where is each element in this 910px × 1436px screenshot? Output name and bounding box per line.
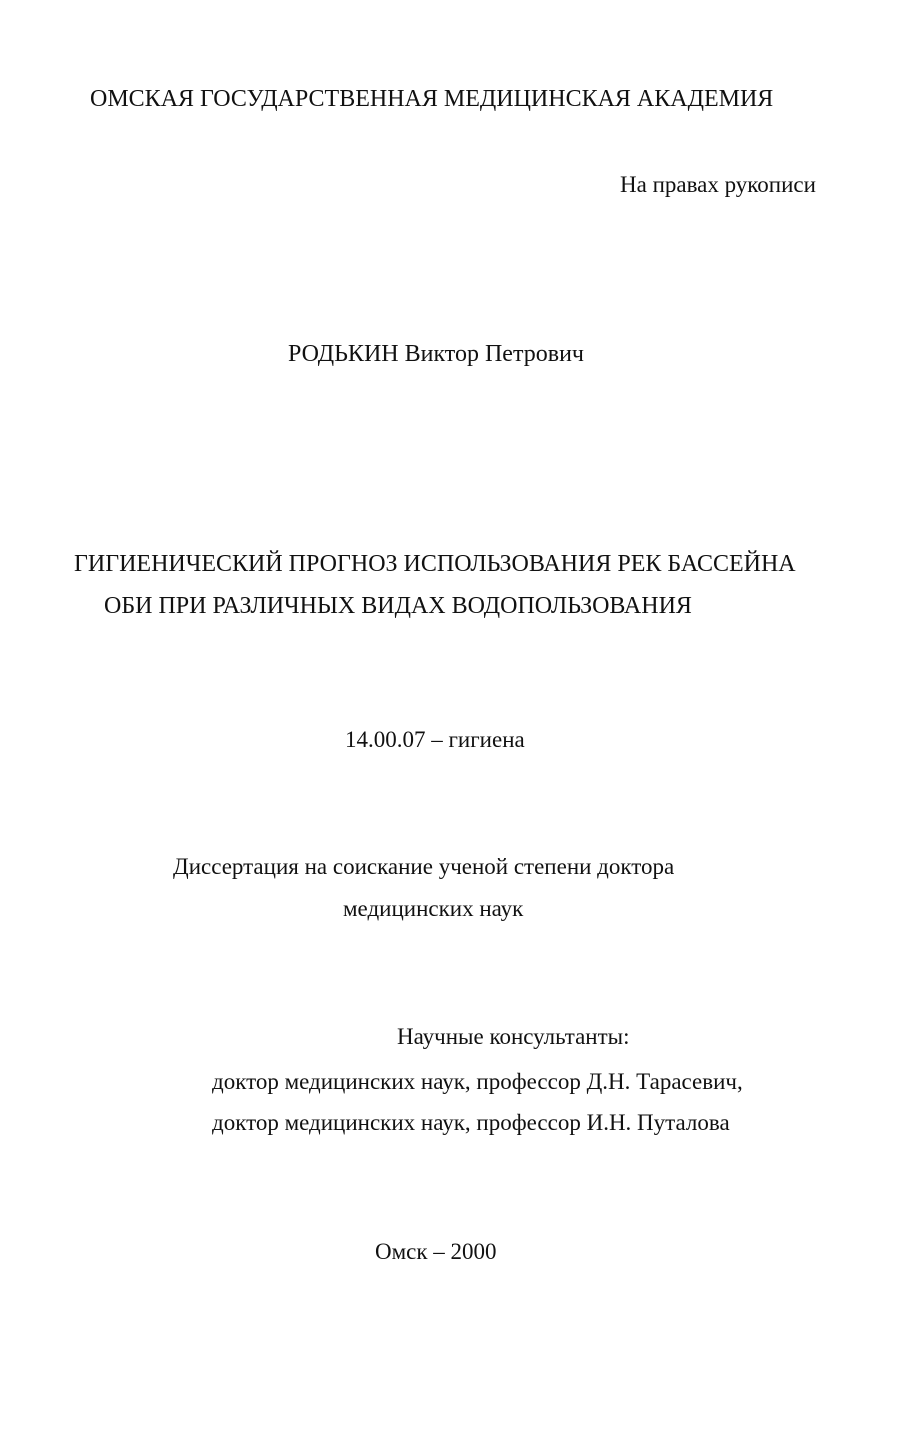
author-name: РОДЬКИН Виктор Петрович bbox=[288, 341, 584, 367]
dissertation-title-line-1: ГИГИЕНИЧЕСКИЙ ПРОГНОЗ ИСПОЛЬЗОВАНИЯ РЕК БАССЕЙНА bbox=[74, 551, 796, 577]
degree-statement-line-2: медицинских наук bbox=[343, 896, 524, 921]
specialty-code: 14.00.07 – гигиена bbox=[345, 727, 525, 752]
consultant-item: доктор медицинских наук, профессор Д.Н. Тарасевич, bbox=[212, 1069, 743, 1094]
consultants-heading: Научные консультанты: bbox=[397, 1024, 630, 1049]
place-year: Омск – 2000 bbox=[375, 1239, 497, 1264]
dissertation-title-line-2: ОБИ ПРИ РАЗЛИЧНЫХ ВИДАХ ВОДОПОЛЬЗОВАНИЯ bbox=[104, 593, 692, 619]
consultant-item: доктор медицинских наук, профессор И.Н. Путалова bbox=[212, 1110, 730, 1135]
institution-name: ОМСКАЯ ГОСУДАРСТВЕННАЯ МЕДИЦИНСКАЯ АКАДЕМИЯ bbox=[90, 86, 774, 112]
manuscript-note: На правах рукописи bbox=[620, 172, 816, 197]
degree-statement-line-1: Диссертация на соискание ученой степени доктора bbox=[173, 854, 675, 879]
